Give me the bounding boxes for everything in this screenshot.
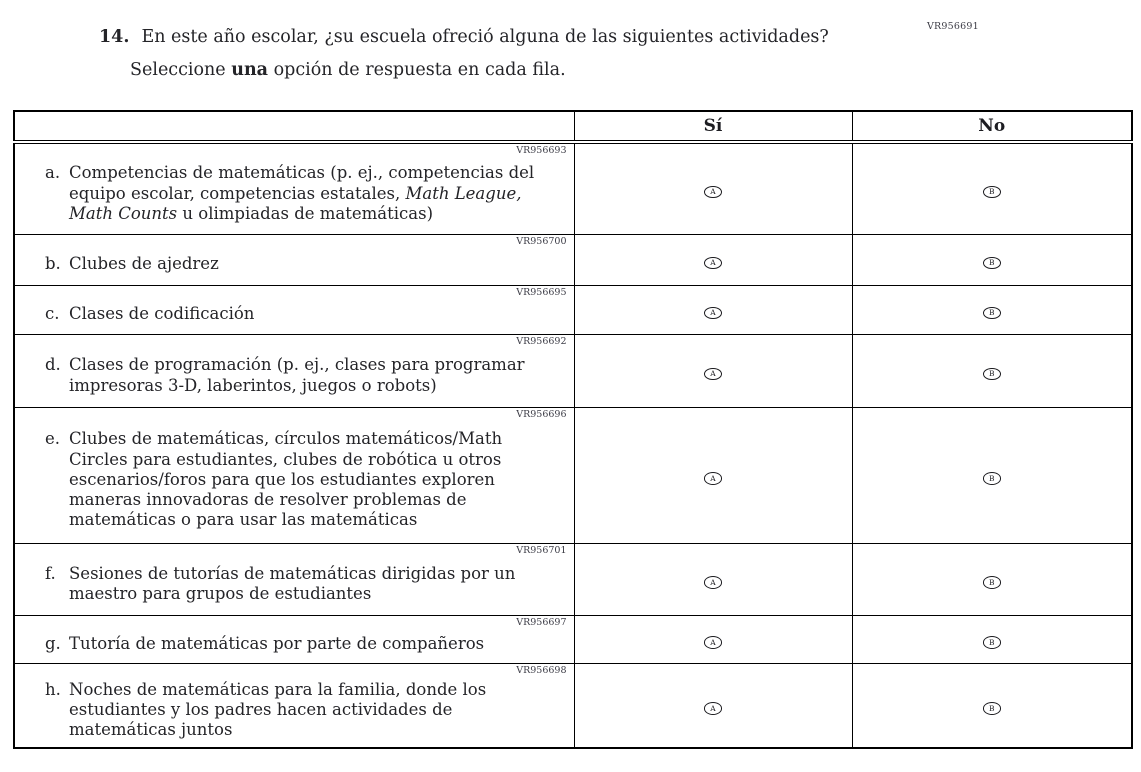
no-cell <box>852 615 1132 663</box>
table-row <box>14 615 1132 663</box>
row-label <box>69 564 564 605</box>
option-bubble-yes[interactable] <box>704 257 722 270</box>
label-segment: Clases de codificación <box>69 304 255 324</box>
option-bubble-no[interactable] <box>983 368 1001 381</box>
table-row <box>14 663 1132 748</box>
bubble-letter-b: B <box>988 258 995 268</box>
instruction-bold: una <box>231 60 269 80</box>
bubble-letter-a: A <box>710 473 716 483</box>
row-label <box>69 634 484 654</box>
option-bubble-no[interactable] <box>983 702 1001 715</box>
row-code: VR956693 <box>516 145 567 156</box>
no-cell <box>852 142 1132 234</box>
bubble-letter-a: A <box>710 703 716 713</box>
activity-cell <box>14 407 574 543</box>
option-bubble-no[interactable] <box>983 186 1001 199</box>
label-segment: Clases de programación (p. ej., clases para programar impresoras 3-D, laberintos, juegos o robots) <box>69 355 525 395</box>
activity-cell <box>14 663 574 748</box>
bubble-letter-a: A <box>710 308 716 318</box>
bubble-letter-b: B <box>988 637 995 647</box>
row-letter: e. <box>45 429 61 449</box>
question-text: En este año escolar, ¿su escuela ofreció alguna de las siguientes actividades? <box>141 27 829 47</box>
yes-cell <box>574 407 852 543</box>
activity-cell <box>14 142 574 234</box>
activity-cell <box>14 615 574 663</box>
instruction-suffix: opción de respuesta en cada fila. <box>268 60 566 80</box>
label-segment: Sesiones de tutorías de matemáticas dirigidas por un maestro para grupos de estudiantes <box>69 563 516 603</box>
option-bubble-yes[interactable] <box>704 636 722 649</box>
no-cell <box>852 285 1132 334</box>
label-segment: Noches de matemáticas para la familia, donde los estudiantes y los padres hacen actividades de matemáticas juntos <box>69 679 487 740</box>
row-letter: h. <box>45 679 61 699</box>
row-code: VR956695 <box>516 286 567 298</box>
yes-cell <box>574 334 852 407</box>
row-code: VR956700 <box>516 235 567 247</box>
label-segment: Competencias de matemáticas (p. ej., competencias del equipo escolar, competencias estatales, <box>69 163 535 203</box>
row-letter: c. <box>45 304 60 324</box>
bubble-letter-b: B <box>988 308 995 318</box>
row-label <box>69 429 564 530</box>
bubble-letter-b: B <box>988 369 995 379</box>
row-letter: g. <box>45 633 61 653</box>
label-italic-segment: Math League, Math Counts <box>69 183 522 223</box>
label-segment: Tutoría de matemáticas por parte de compañeros <box>69 633 485 653</box>
option-bubble-yes[interactable] <box>704 186 722 199</box>
row-code: VR956698 <box>516 664 567 676</box>
no-cell <box>852 234 1132 285</box>
activity-cell <box>14 334 574 407</box>
row-label <box>69 680 564 741</box>
table-row <box>14 234 1132 285</box>
activity-cell <box>14 285 574 334</box>
yes-cell <box>574 543 852 615</box>
yes-cell <box>574 663 852 748</box>
option-bubble-yes[interactable] <box>704 702 722 715</box>
row-code: VR956696 <box>516 408 567 420</box>
yes-cell <box>574 142 852 234</box>
activity-cell <box>14 234 574 285</box>
option-bubble-no[interactable] <box>983 472 1001 485</box>
table-row <box>14 334 1132 407</box>
activities-table <box>13 110 1133 749</box>
yes-cell <box>574 615 852 663</box>
instruction-prefix: Seleccione <box>130 60 232 80</box>
option-bubble-no[interactable] <box>983 576 1001 589</box>
row-letter: d. <box>45 355 61 375</box>
row-letter: a. <box>45 163 61 183</box>
label-segment: u olimpiadas de matemáticas) <box>177 203 434 223</box>
yes-cell <box>574 234 852 285</box>
bubble-letter-b: B <box>988 577 995 587</box>
table-header-row <box>14 111 1132 142</box>
table-row <box>14 142 1132 234</box>
header-no: No <box>852 111 1132 142</box>
activity-cell <box>14 543 574 615</box>
question-number: 14. <box>99 27 130 47</box>
label-segment: Clubes de ajedrez <box>69 254 219 274</box>
header-activity-blank <box>14 111 574 142</box>
table-row <box>14 543 1132 615</box>
bubble-letter-a: A <box>710 258 716 268</box>
bubble-letter-a: A <box>710 577 716 587</box>
row-label <box>69 355 564 396</box>
option-bubble-no[interactable] <box>983 636 1001 649</box>
row-label <box>69 163 564 224</box>
table-row <box>14 407 1132 543</box>
no-cell <box>852 407 1132 543</box>
header-yes: Sí <box>574 111 852 142</box>
option-bubble-no[interactable] <box>983 307 1001 320</box>
bubble-letter-b: B <box>988 187 995 197</box>
row-letter: b. <box>45 254 61 274</box>
bubble-letter-a: A <box>710 187 716 197</box>
bubble-letter-a: A <box>710 637 716 647</box>
row-code: VR956692 <box>516 335 567 347</box>
row-label <box>69 254 219 274</box>
option-bubble-no[interactable] <box>983 257 1001 270</box>
question-line <box>99 27 919 48</box>
option-bubble-yes[interactable] <box>704 472 722 485</box>
question-instruction <box>99 60 919 81</box>
option-bubble-yes[interactable] <box>704 576 722 589</box>
yes-cell <box>574 285 852 334</box>
bubble-letter-b: B <box>988 473 995 483</box>
no-cell <box>852 334 1132 407</box>
option-bubble-yes[interactable] <box>704 368 722 381</box>
row-code: VR956701 <box>516 544 567 556</box>
table-row <box>14 285 1132 334</box>
no-cell <box>852 543 1132 615</box>
row-code: VR956697 <box>516 616 567 628</box>
label-segment: Clubes de matemáticas, círculos matemáticos/Math Circles para estudiantes, clubes de robótica u otros escenarios/foros para que los estudiantes exploren maneras innovadoras de resolver problemas de matemáticas o para usar las matemáticas <box>69 429 503 530</box>
question-block <box>99 27 919 81</box>
form-code: VR956691 <box>927 21 979 32</box>
bubble-letter-a: A <box>710 369 716 379</box>
row-label <box>69 304 254 324</box>
row-letter: f. <box>45 563 56 583</box>
bubble-letter-b: B <box>988 703 995 713</box>
option-bubble-yes[interactable] <box>704 307 722 320</box>
no-cell <box>852 663 1132 748</box>
